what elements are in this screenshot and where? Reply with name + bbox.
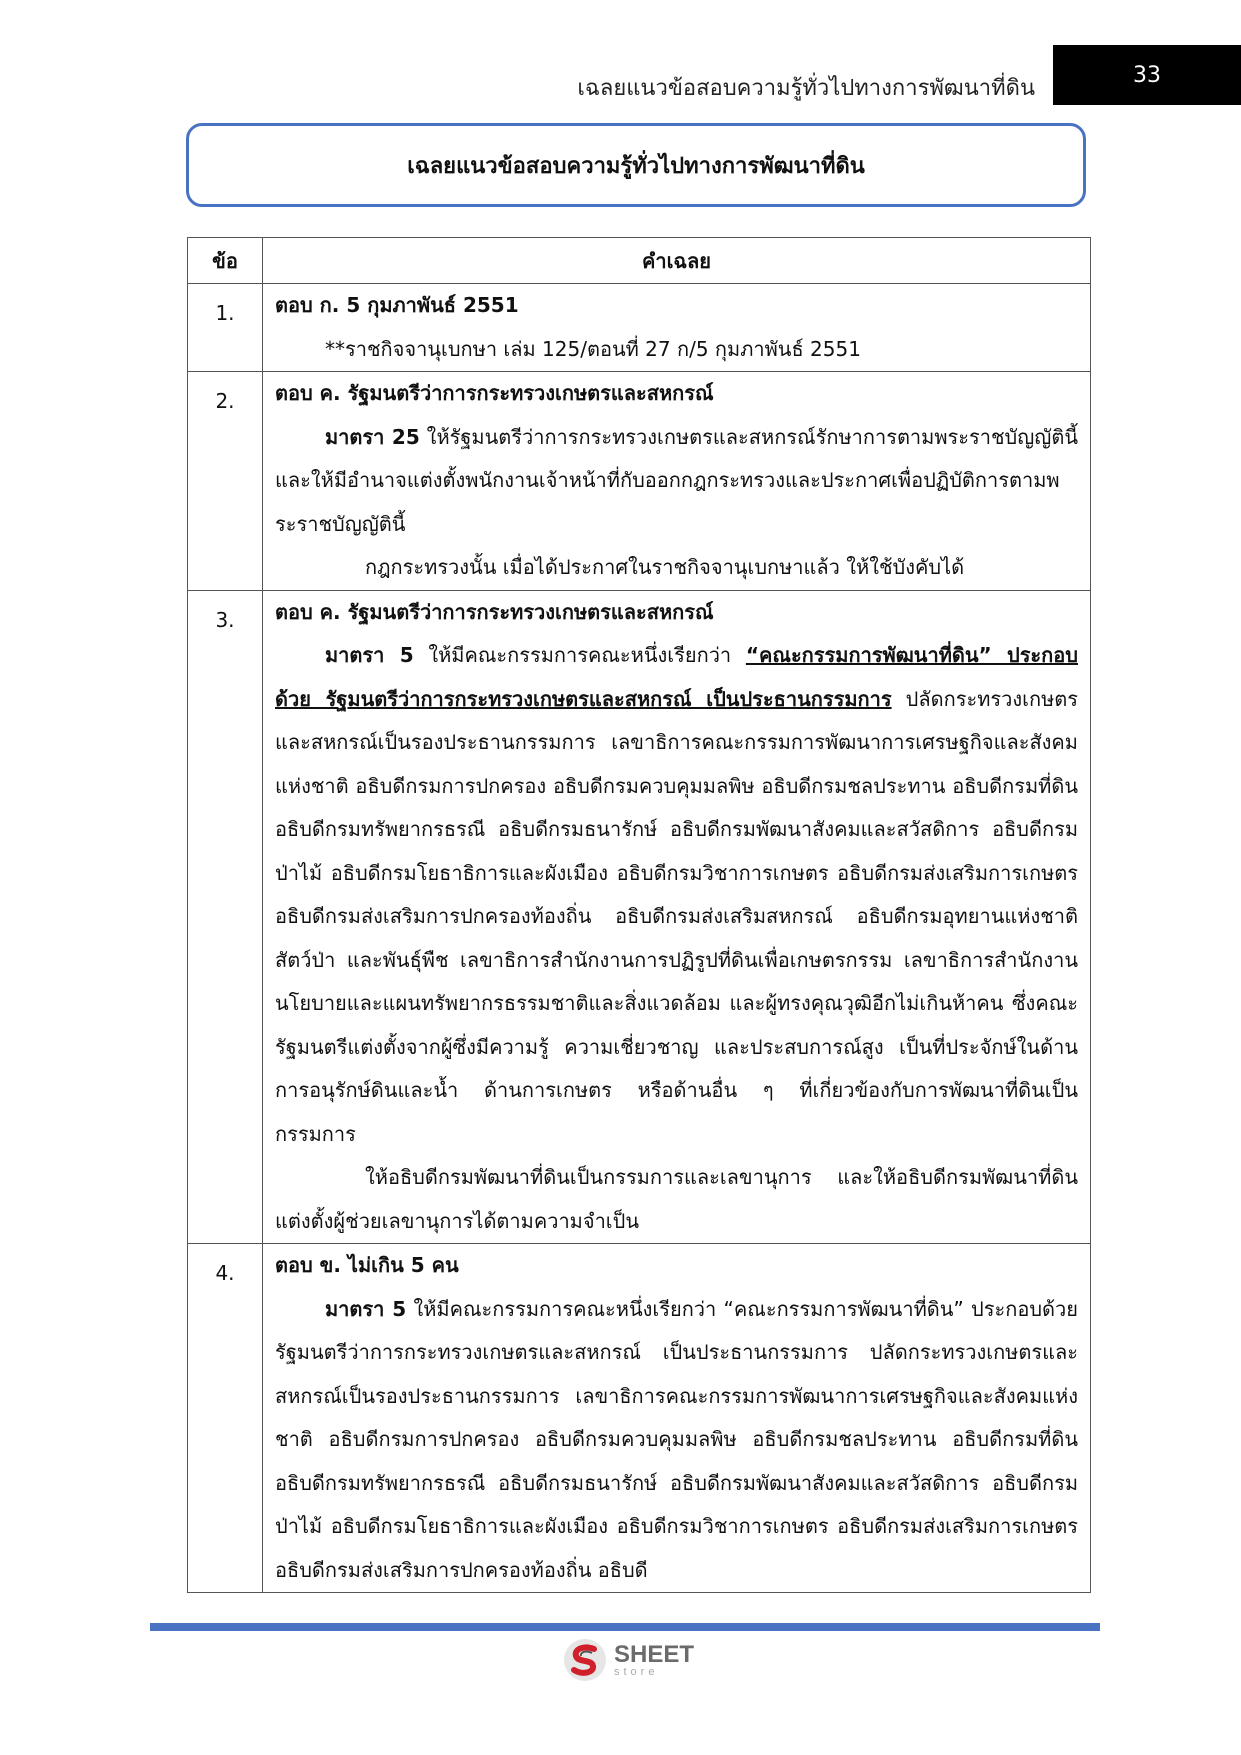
- answer-cell: [263, 284, 1091, 372]
- logo-text: [614, 1640, 695, 1678]
- explanation-paragraph: [275, 1288, 1078, 1593]
- section-label: มาตรา 5: [325, 1296, 407, 1321]
- table-row: [188, 284, 1091, 372]
- table-row: [188, 1244, 1091, 1593]
- document-title: เฉลยแนวข้อสอบความรู้ทั่วไปทางการพัฒนาที่ดิน: [407, 153, 865, 179]
- footer-rule: [150, 1623, 1100, 1631]
- table-row: [188, 590, 1091, 1244]
- explanation-paragraph: [275, 634, 1078, 1156]
- explanation-paragraph: [275, 416, 1078, 547]
- column-header-answer: คำเฉลย: [263, 238, 1091, 284]
- document-title-box: [186, 123, 1086, 207]
- table-header-row: [188, 238, 1091, 284]
- row-number: 4.: [188, 1244, 263, 1593]
- underlined-text: “คณะกรรมการพัฒนาที่ดิน” ประกอบด้วย รัฐมนตรีว่าการกระทรวงเกษตรและสหกรณ์ เป็นประธานกรรมการ: [275, 643, 1078, 711]
- paragraph-text: ปลัดกระทรวงเกษตรและสหกรณ์เป็นรองประธานกรรมการ เลขาธิการคณะกรรมการพัฒนาการเศรษฐกิจและสังคมแห่งชาติ อธิบดีกรมการปกครอง อธิบดีกรมควบคุมมลพิษ อธิบดีกรมชลประทาน อธิบดีกรมที่ดิน อธิบดีกรมทรัพยากรธรณี อธิบดีกรมธนารักษ์ อธิบดีกรมพัฒนาสังคมและสวัสดิการ อธิบดีกรมป่าไม้ อธิบดีกรมโยธาธิการและผังเมือง อธิบดีกรมวิชาการเกษตร อธิบดีกรมส่งเสริมการเกษตร อธิบดีกรมส่งเสริมการปกครองท้องถิ่น อธิบดีกรมส่งเสริมสหกรณ์ อธิบดีกรมอุทยานแห่งชาติ สัตว์ป่า และพันธุ์พืช เลขาธิการสำนักงานการปฏิรูปที่ดินเพื่อเกษตรกรรม เลขาธิการสำนักงานนโยบายและแผนทรัพยากรธรรมชาติและสิ่งแวดล้อม และผู้ทรงคุณวุฒิอีกไม่เกินห้าคน ซึ่งคณะรัฐมนตรีแต่งตั้งจากผู้ซึ่งมีความรู้ ความเชี่ยวชาญ และประสบการณ์สูง เป็นที่ประจักษ์ในด้านการอนุรักษ์ดินและน้ำ ด้านการเกษตร หรือด้านอื่น ๆ ที่เกี่ยวข้องกับการพัฒนาที่ดินเป็นกรรมการ: [275, 686, 1078, 1146]
- table-row: [188, 372, 1091, 591]
- logo-s-icon: [562, 1637, 608, 1683]
- reference-text: **ราชกิจจานุเบกษา เล่ม 125/ตอนที่ 27 ก/5 กุมภาพันธ์ 2551: [325, 336, 861, 361]
- column-header-no: ข้อ: [188, 238, 263, 284]
- paragraph-text: ให้รัฐมนตรีว่าการกระทรวงเกษตรและสหกรณ์รักษาการตามพระราชบัญญัตินี้และให้มีอำนาจแต่งตั้งพนักงานเจ้าหน้าที่กับออกกฎกระทรวงและประกาศเพื่อปฏิบัติการตามพระราชบัญญัตินี้: [275, 424, 1078, 536]
- answer-table: [187, 237, 1091, 1593]
- section-label: มาตรา 25: [325, 424, 420, 449]
- answer-cell: [263, 372, 1091, 591]
- sheet-store-logo: [562, 1635, 722, 1685]
- answer-cell: [263, 1244, 1091, 1593]
- logo-word: SHEET: [614, 1640, 695, 1668]
- explanation-paragraph: กฎกระทรวงนั้น เมื่อได้ประกาศในราชกิจจานุเบกษาแล้ว ให้ใช้บังคับได้: [365, 555, 965, 579]
- row-number: 1.: [188, 284, 263, 372]
- answer-line: ตอบ ค. รัฐมนตรีว่าการกระทรวงเกษตรและสหกรณ์: [275, 599, 714, 624]
- answer-line: ตอบ ข. ไม่เกิน 5 คน: [275, 1253, 459, 1277]
- logo-subtext: store: [614, 1665, 659, 1678]
- row-number: 3.: [188, 590, 263, 1244]
- section-label: มาตรา 5: [325, 643, 414, 667]
- page-number: 33: [1053, 45, 1241, 105]
- paragraph-text: ให้มีคณะกรรมการคณะหนึ่งเรียกว่า: [413, 643, 746, 667]
- answer-line: ตอบ ค. รัฐมนตรีว่าการกระทรวงเกษตรและสหกรณ์: [275, 381, 714, 405]
- explanation-paragraph: ให้อธิบดีกรมพัฒนาที่ดินเป็นกรรมการและเลขานุการ และให้อธิบดีกรมพัฒนาที่ดินแต่งตั้งผู้ช่วยเลขานุการได้ตามความจำเป็น: [275, 1165, 1078, 1233]
- answer-cell: [263, 590, 1091, 1244]
- paragraph-text: ให้มีคณะกรรมการคณะหนึ่งเรียกว่า “คณะกรรมการพัฒนาที่ดิน” ประกอบด้วย รัฐมนตรีว่าการกระทรวงเกษตรและสหกรณ์ เป็นประธานกรรมการ ปลัดกระทรวงเกษตรและสหกรณ์เป็นรองประธานกรรมการ เลขาธิการคณะกรรมการพัฒนาการเศรษฐกิจและสังคมแห่งชาติ อธิบดีกรมการปกครอง อธิบดีกรมควบคุมมลพิษ อธิบดีกรมชลประทาน อธิบดีกรมที่ดิน อธิบดีกรมทรัพยากรธรณี อธิบดีกรมธนารักษ์ อธิบดีกรมพัฒนาสังคมและสวัสดิการ อธิบดีกรมป่าไม้ อธิบดีกรมโยธาธิการและผังเมือง อธิบดีกรมวิชาการเกษตร อธิบดีกรมส่งเสริมการเกษตร อธิบดีกรมส่งเสริมการปกครองท้องถิ่น อธิบดี: [275, 1296, 1078, 1582]
- answer-line: ตอบ ก. 5 กุมภาพันธ์ 2551: [275, 293, 519, 317]
- row-number: 2.: [188, 372, 263, 591]
- page-header-title: เฉลยแนวข้อสอบความรู้ทั่วไปทางการพัฒนาที่ดิน: [577, 76, 1035, 101]
